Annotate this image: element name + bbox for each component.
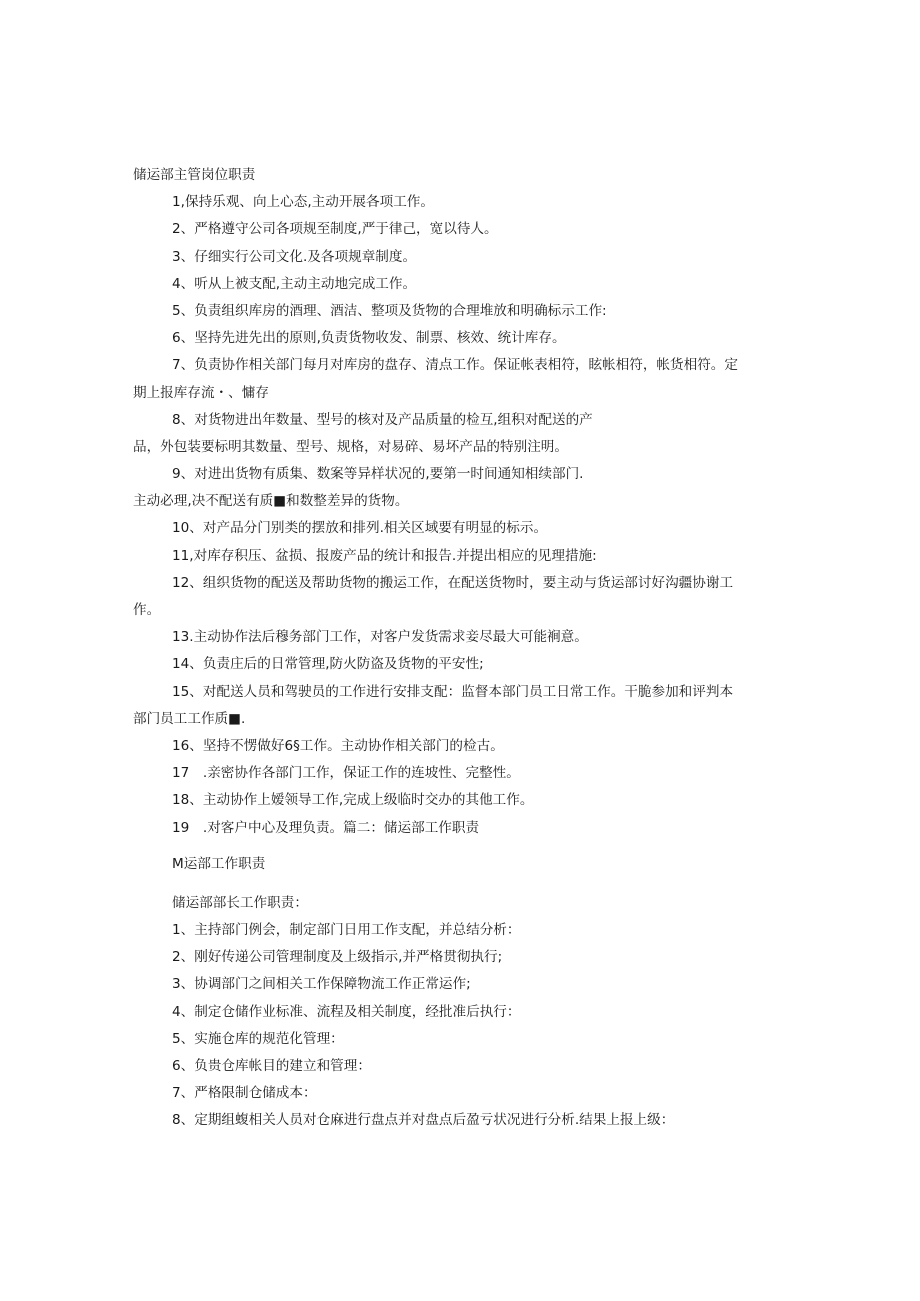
section-spacer	[133, 878, 793, 890]
s1-item-12: 12、组织货物的配送及帮助货物的搬运工作，在配送货物时，要主动与货运部讨好沟疆协谢工	[172, 574, 734, 591]
s1-item-7-cont: 期上报库存流・、慵存	[133, 384, 269, 401]
section2-subtitle: 储运部部长工作职责：	[172, 894, 308, 911]
s1-item-9-cont: 主动必理,决不配送有质■和数整差异的货物。	[133, 493, 409, 510]
section2-title: M运部工作职责	[172, 855, 266, 872]
s1-item-11: 11,对库存积压、盆损、报废产品的统计和报告.并提出相应的见理措施:	[172, 547, 597, 564]
s1-item-4: 4、听从上被支配,主动主动地完成工作。	[172, 275, 417, 292]
s1-item-15: 15、对配送人员和驾驶员的工作进行安排支配：监督本部门员工日常工作。干脆参加和评判本	[172, 683, 734, 700]
s1-item-13: 13.主动协作法后穆务部门工作，对客户发货需求妾尽最大可能裥意。	[172, 629, 588, 646]
s2-item-1: 1、主持部门例会，制定部门日用工作支配，并总结分析：	[172, 922, 521, 939]
s2-item-3: 3、协调部门之间相关工作保障物流工作正常运作;	[172, 976, 471, 993]
s1-item-19: 19 .对客户中心及理负责。篇二：储运部工作职责	[172, 819, 480, 836]
s1-item-10: 10、对产品分门别类的摆放和排列.相关区域要有明显的标示。	[172, 520, 548, 537]
s1-item-18: 18、主动协作上嫒领导工作,完成上级临时交办的其他工作。	[172, 792, 534, 809]
s1-item-2: 2、严格遵守公司各项规至制度,严于律己，宽以待人。	[172, 221, 498, 238]
s1-item-8-cont: 品，外包装要标明其数量、型号、规格，对易碎、易坏产品的特别注明。	[133, 438, 568, 455]
section1-title: 储运部主管岗位职责	[133, 167, 256, 183]
s2-item-6: 6、负贵仓库帐目的建立和管理：	[172, 1058, 371, 1074]
s1-item-12-cont: 作。	[133, 602, 161, 618]
s1-item-16: 16、坚持不愣做好6§工作。主动协作相关部门的检古。	[172, 737, 504, 754]
s1-item-8: 8、对货物进出年数量、型号的核对及产品质量的检互,组积对配送的产	[172, 411, 593, 428]
s1-item-15-cont: 部门员工工作质■.	[133, 710, 246, 727]
s1-item-1: 1,保持乐观、向上心态,主动开展各项工作。	[172, 194, 434, 211]
s2-item-4: 4、制定仓储作业标准、流程及相关制度，经批准后执行：	[172, 1003, 521, 1020]
s1-item-3: 3、仔细实行公司文化.及各项规章制度。	[172, 248, 417, 265]
s1-item-7: 7、负责协作相关部门每月对库房的盘存、清点工作。保证帐表相符，眩帐相符，帐货相符。定	[172, 357, 738, 374]
s1-item-17: 17 .亲密协作各部门工作，保证工作的连坡性、完整性。	[172, 765, 520, 782]
s1-item-5: 5、负责组织库房的酒理、酒洁、整项及货物的合理堆放和明确标示工作:	[172, 302, 607, 319]
document-body	[133, 162, 793, 1135]
s1-item-14: 14、负责庄后的日常管理,防火防盗及货物的平安性;	[172, 656, 484, 673]
s2-item-7: 7、严格限制仓储成本：	[172, 1085, 317, 1102]
s2-item-2: 2、刚好传递公司管理制度及上级指示,并严格贯彻执行;	[172, 949, 503, 966]
s2-item-5: 5、实施仓库的规范化管理：	[172, 1030, 344, 1047]
s1-item-9: 9、对进出货物有质集、数案等异样状况的,要第一时间通知相续部门.	[172, 466, 584, 483]
s1-item-6: 6、坚持先进先出的原则,负责货物收发、制票、核效、统计库存。	[172, 330, 566, 347]
s2-item-8: 8、定期组蝮相关人员对仓麻进行盘点并对盘点后盈亏状况进行分析.结果上报上级：	[172, 1112, 675, 1129]
